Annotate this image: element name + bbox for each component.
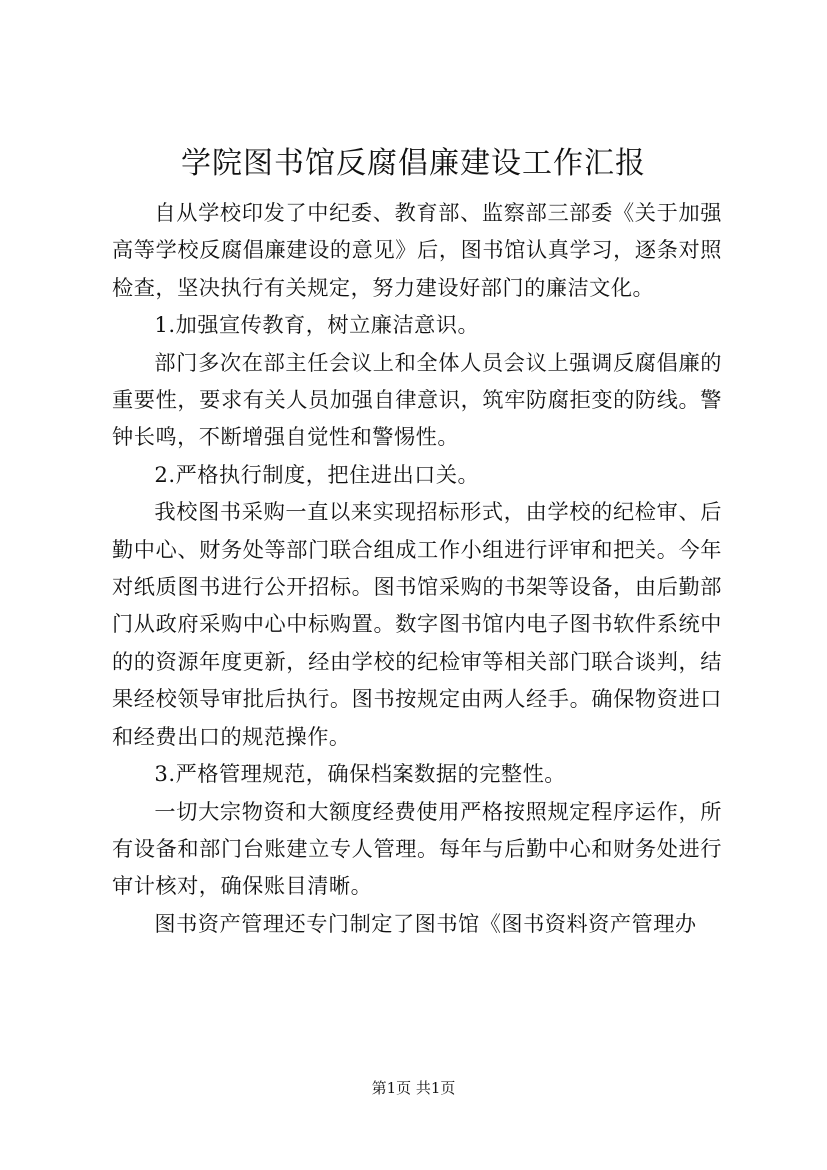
- paragraph-section-3: 一切大宗物资和大额度经费使用严格按照规定程序运作，所有设备和部门台账建立专人管理。每年与后勤中心和财务处进行审计核对，确保账目清晰。: [112, 798, 722, 899]
- paragraph-intro: 自从学校印发了中纪委、教育部、监察部三部委《关于加强高等学校反腐倡廉建设的意见》后，图书馆认真学习，逐条对照检查，坚决执行有关规定，努力建设好部门的廉洁文化。: [112, 200, 722, 300]
- section-heading-2: 2.严格执行制度，把住进出口关。: [154, 461, 480, 487]
- page-footer: 第1页 共1页: [371, 1079, 456, 1097]
- paragraph-section-2: 我校图书采购一直以来实现招标形式，由学校的纪检审、后勤中心、财务处等部门联合组成工作小组进行评审和把关。今年对纸质图书进行公开招标。图书馆采购的书架等设备，由后勤部门从政府采购中心中标购置。数字图书馆内电子图书软件系统中的的资源年度更新，经由学校的纪检审等相关部门联合谈判，结果经校领导审批后执行。图书按规定由两人经手。确保物资进口和经费出口的规范操作。: [112, 499, 722, 749]
- section-heading-1: 1.加强宣传教育，树立廉洁意识。: [154, 312, 480, 338]
- section-heading-3: 3.严格管理规范，确保档案数据的完整性。: [154, 761, 566, 787]
- paragraph-section-1: 部门多次在部主任会议上和全体人员会议上强调反腐倡廉的重要性，要求有关人员加强自律意识，筑牢防腐拒变的防线。警钟长鸣，不断增强自觉性和警惕性。: [112, 349, 722, 450]
- document-title: 学院图书馆反腐倡廉建设工作汇报: [181, 146, 646, 181]
- paragraph-asset-management: 图书资产管理还专门制定了图书馆《图书资料资产管理办: [154, 910, 697, 936]
- document-body: [112, 194, 722, 942]
